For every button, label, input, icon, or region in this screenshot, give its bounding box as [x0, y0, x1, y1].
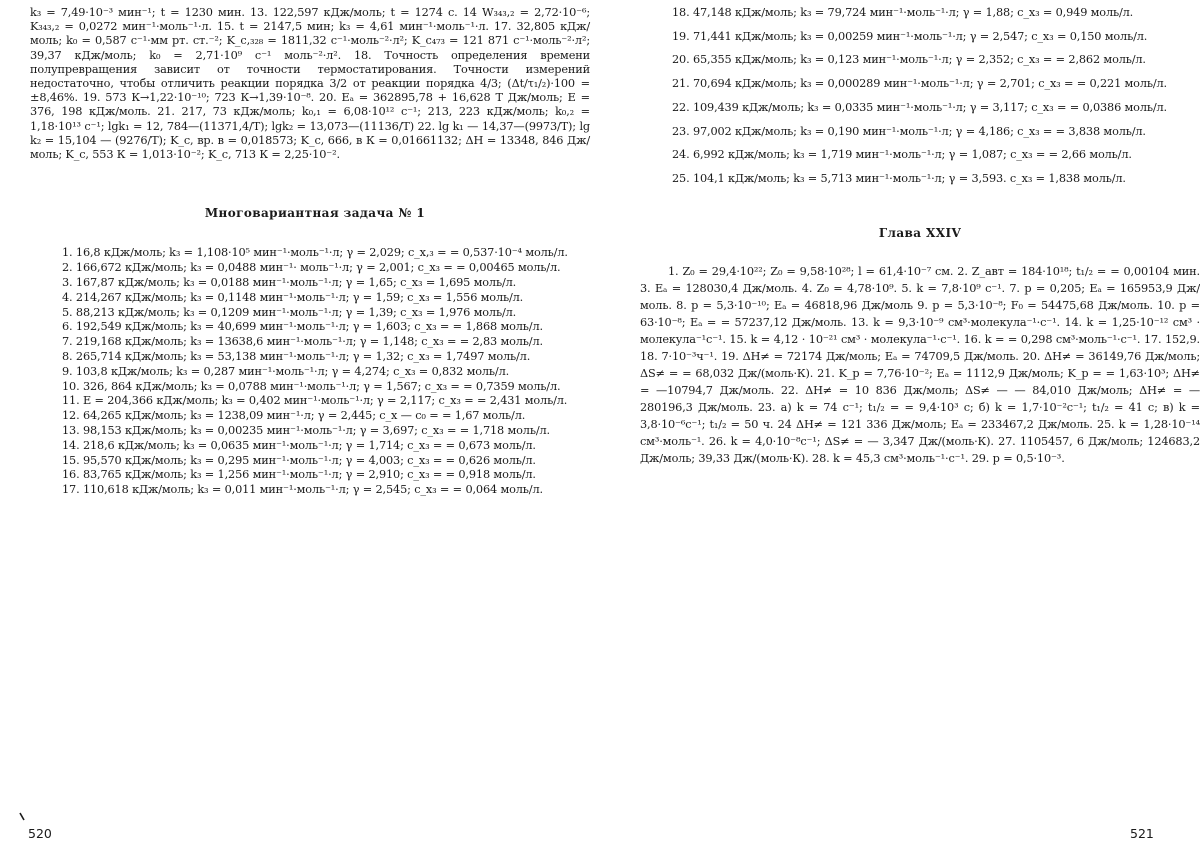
left-intro-text: k₃ = 7,49·10⁻³ мин⁻¹; t = 1230 мин. 13. 122,597 кДж/моль; t = 1274 с. 14 W₃₄₃,₂ = 2,72·10⁻⁶; K₃₄₃,₂ = 0,0272 мин⁻¹·моль⁻¹·л. 15. t = 2147,5 мин; k₃ = 4,61 мин⁻¹·моль⁻¹·л. 17. 32,805 кДж/моль; k₀ = 0,587 с⁻¹·мм рт. ст.⁻²; K_c,₃₂₈ = 1811,32 с⁻¹·моль⁻²·л²; K_c₄₇₃ = 121 871 с⁻¹·моль⁻²·л²; 39,37 кДж/моль; k₀ = 2,71·10⁹ с⁻¹ моль⁻²·л². 18. Точность определения времени полупревращения зависит от точности термостатирования. Точности измерений недостаточно, чтобы отличить реакции порядка 3/2 от реакции порядка 4/3; (Δt/τ₁/₂)·100 = ±8,46%. 19. 573 К→1,22·10⁻¹⁰; 723 К→1,39·10⁻⁸. 20. Eₐ = 362895,78 + 16,628 T Дж/моль; E = 376, 198 кДж/моль. 21. 217, 73 кДж/моль; k₀,₁ = 6,08·10¹² с⁻¹; 213, 223 кДж/моль; k₀,₂ = 1,18·10¹³ с⁻¹; lgk₁ = 12, 784—(11371,4/T); lgk₂ = 13,073—(11136/T) 22. lg k₁ — 14,37—(9973/T); lg k₂ = 15,104 — (9276/T); K_c, вр. в = 0,018573; K_c, 666, в К = 0,01661132; ΔH = 13348, 846 Дж/моль; K_c, 553 К = 1,013·10⁻²; K_c, 713 К = 2,25·10⁻². — [30, 6, 590, 162]
answer-entry: 19. 71,441 кДж/моль; k₃ = 0,00259 мин⁻¹·моль⁻¹·л; γ = 2,547; c_x₃ = 0,150 моль/л. — [672, 29, 1148, 43]
answer-entry: 2. 166,672 кДж/моль; k₃ = 0,0488 мин⁻¹· моль⁻¹·л; γ = 2,001; c_x₃ = = 0,00465 моль/л. — [62, 261, 561, 275]
answer-entry: 9. 103,8 кДж/моль; k₃ = 0,287 мин⁻¹·моль⁻¹·л; γ = 4,274; c_x₃ = 0,832 моль/л. — [62, 364, 510, 378]
left-section-heading: Многовариантная задача № 1 — [204, 206, 426, 221]
answer-entry: 1. 16,8 кДж/моль; k₃ = 1,108·10⁵ мин⁻¹·моль⁻¹·л; γ = 2,029; c_x,₃ = = 0,537·10⁻⁴ моль/л. — [62, 246, 568, 260]
answer-entry: 8. 265,714 кДж/моль; k₃ = 53,138 мин⁻¹·моль⁻¹·л; γ = 1,32; c_x₃ = 1,7497 моль/л. — [62, 350, 531, 364]
answer-entry: 3. 167,87 кДж/моль; k₃ = 0,0188 мин⁻¹·моль⁻¹·л; γ = 1,65; c_x₃ = 1,695 моль/л. — [62, 276, 517, 290]
right-page — [640, 6, 1200, 856]
answer-entry: 16. 83,765 кДж/моль; k₃ = 1,256 мин⁻¹·моль⁻¹·л; γ = 2,910; c_x₃ = = 0,918 моль/л. — [62, 468, 536, 482]
answer-entry: 25. 104,1 кДж/моль; k₃ = 5,713 мин⁻¹·моль⁻¹·л; γ = 3,593. c_x₃ = 1,838 моль/л. — [672, 171, 1126, 185]
answer-entry: 5. 88,213 кДж/моль; k₃ = 0,1209 мин⁻¹·моль⁻¹·л; γ = 1,39; c_x₃ = 1,976 моль/л. — [62, 305, 517, 319]
page-number-left: 520 — [28, 826, 52, 841]
left-answer-list — [30, 246, 590, 497]
answer-entry: 7. 219,168 кДж/моль; k₃ = 13638,6 мин⁻¹·моль⁻¹·л; γ = 1,148; c_x₃ = = 2,83 моль/л. — [62, 335, 543, 349]
answer-entry: 24. 6,992 кДж/моль; k₃ = 1,719 мин⁻¹·моль⁻¹·л; γ = 1,087; c_x₃ = = 2,66 моль/л. — [672, 148, 1132, 162]
margin-mark-icon — [19, 812, 25, 821]
answer-entry: 18. 47,148 кДж/моль; k₃ = 79,724 мин⁻¹·моль⁻¹·л; γ = 1,88; c_x₃ = 0,949 моль/л. — [672, 6, 1134, 19]
answer-entry: 23. 97,002 кДж/моль; k₃ = 0,190 мин⁻¹·моль⁻¹·л; γ = 4,186; c_x₃ = = 3,838 моль/л. — [672, 124, 1146, 138]
answer-entry: 15. 95,570 кДж/моль; k₃ = 0,295 мин⁻¹·моль⁻¹·л; γ = 4,003; c_x₃ = = 0,626 моль/л. — [62, 453, 536, 467]
answer-entry: 22. 109,439 кДж/моль; k₃ = 0,0335 мин⁻¹·моль⁻¹·л; γ = 3,117; c_x₃ = = 0,0386 моль/л. — [672, 100, 1167, 114]
answer-entry: 20. 65,355 кДж/моль; k₃ = 0,123 мин⁻¹·моль⁻¹·л; γ = 2,352; c_x₃ = = 2,862 моль/л. — [672, 53, 1146, 67]
right-answer-list — [640, 6, 1200, 186]
answer-entry: 11. E = 204,366 кДж/моль; k₃ = 0,402 мин⁻¹·моль⁻¹·л; γ = 2,117; c_x₃ = = 2,431 моль/л. — [62, 394, 568, 408]
answer-entry: 10. 326, 864 кДж/моль; k₃ = 0,0788 мин⁻¹·моль⁻¹·л; γ = 1,567; c_x₃ = = 0,7359 моль/л. — [62, 379, 561, 393]
left-page — [30, 6, 590, 856]
answer-entry: 4. 214,267 кДж/моль; k₃ = 0,1148 мин⁻¹·моль⁻¹·л; γ = 1,59; c_x₃ = 1,556 моль/л. — [62, 290, 524, 304]
answer-entry: 12. 64,265 кДж/моль; k₃ = 1238,09 мин⁻¹·л; γ = 2,445; c_x — c₀ = = 1,67 моль/л. — [62, 409, 526, 423]
answer-entry: 17. 110,618 кДж/моль; k₃ = 0,011 мин⁻¹·моль⁻¹·л; γ = 2,545; c_x₃ = = 0,064 моль/л. — [62, 483, 543, 497]
answer-entry: 14. 218,6 кДж/моль; k₃ = 0,0635 мин⁻¹·моль⁻¹·л; γ = 1,714; c_x₃ = = 0,673 моль/л. — [62, 438, 536, 452]
chapter-heading: Глава XXIV — [878, 226, 962, 241]
answer-entry: 21. 70,694 кДж/моль; k₃ = 0,000289 мин⁻¹·моль⁻¹·л; γ = 2,701; c_x₃ = = 0,221 моль/л. — [672, 77, 1167, 91]
page-number-right: 521 — [1130, 826, 1154, 841]
answer-entry: 6. 192,549 кДж/моль; k₃ = 40,699 мин⁻¹·моль⁻¹·л; γ = 1,603; c_x₃ = = 1,868 моль/л. — [62, 320, 543, 334]
chapter-answers-text: 1. Z₀ = 29,4·10²²; Z₀ = 9,58·10²⁸; l = 61,4·10⁻⁷ см. 2. Z_авт = 184·10¹⁸; t₁/₂ = = 0,00104 мин. 3. Eₐ = 128030,4 Дж/моль. 4. Z₀ = 4,78·10⁹. 5. k = 7,8·10⁹ с⁻¹. 7. p = 0,205; Eₐ = 165953,9 Дж/моль. 8. p = 5,3·10⁻¹⁰; Eₐ = 46818,96 Дж/моль 9. p = 5,3·10⁻⁸; F₀ = 54475,68 Дж/моль. 10. p = 63·10⁻⁸; Eₐ = = 57237,12 Дж/моль. 13. k = 9,3·10⁻⁹ см³·молекула⁻¹·с⁻¹. 14. k = 1,25·10⁻¹² см³ · молекула⁻¹с⁻¹. 15. k = 4,12 · 10⁻²¹ см³ · молекула⁻¹·с⁻¹. 16. k = = 0,298 см³·моль⁻¹·с⁻¹. 17. 152,9. 18. 7·10⁻³ч⁻¹. 19. ΔH≠ = 72174 Дж/моль; Eₐ = 74709,5 Дж/моль. 20. ΔH≠ = 36149,76 Дж/моль; ΔS≠ = = 68,032 Дж/(моль·К). 21. K_p = 7,76·10⁻²; Eₐ = 1112,9 Дж/моль; K_p = = 1,63·10³; ΔH≠ = —10794,7 Дж/моль. 22. ΔH≠ = 10 836 Дж/моль; ΔS≠ — — 84,010 Дж/моль; ΔH≠ = — 280196,3 Дж/моль. 23. а) k = 74 с⁻¹; t₁/₂ = = 9,4·10³ с; б) k = 1,7·10⁻²с⁻¹; t₁/₂ = 41 с; в) k = 3,8·10⁻⁶с⁻¹; t₁/₂ = 50 ч. 24 ΔH≠ = 121 336 Дж/моль; Eₐ = 233467,2 Дж/моль. 25. k = 1,28·10⁻¹⁴ см³·моль⁻¹. 26. k = 4,0·10⁻⁸с⁻¹; ΔS≠ = — 3,347 Дж/(моль·К). 27. 1105457, 6 Дж/моль; 124683,2 Дж/моль; 39,33 Дж/(моль·К). 28. k = 45,3 см³·моль⁻¹·с⁻¹. 29. p = 0,5·10⁻³. — [640, 265, 1200, 466]
answer-entry: 13. 98,153 кДж/моль; k₃ = 0,00235 мин⁻¹·моль⁻¹·л; γ = 3,697; c_x₃ = = 1,718 моль/л. — [62, 424, 550, 437]
